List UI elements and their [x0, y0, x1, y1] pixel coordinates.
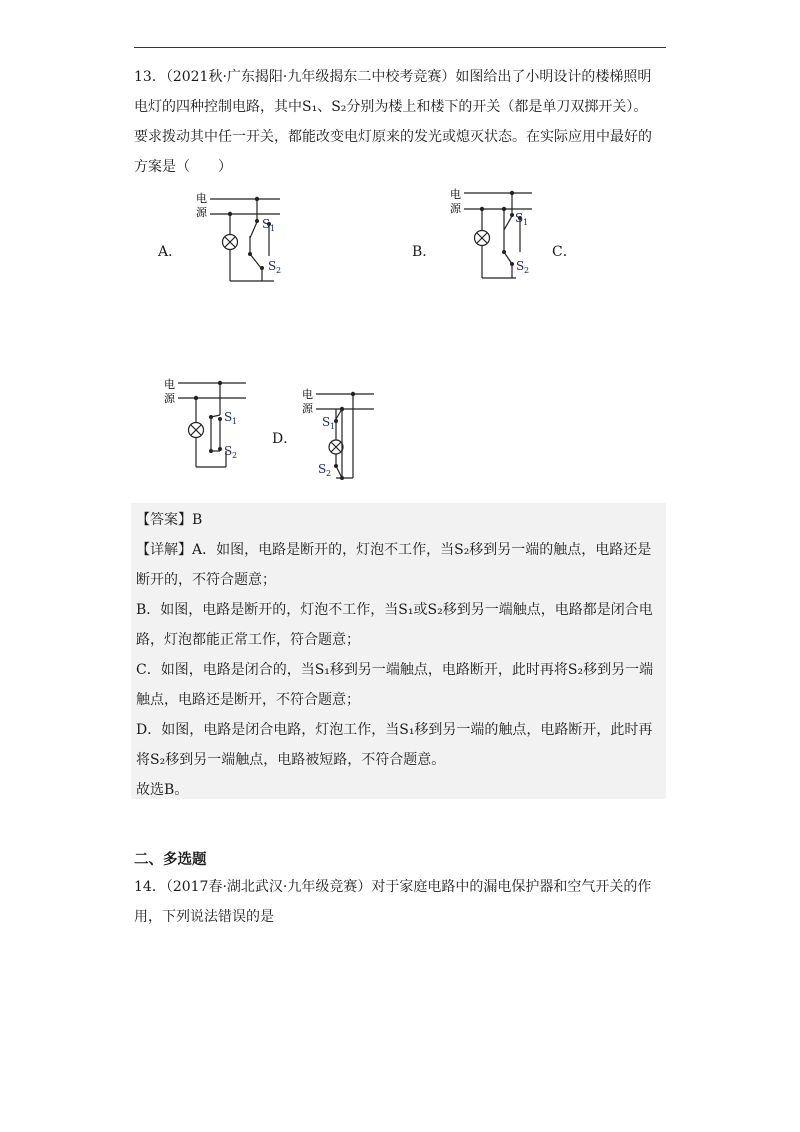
s1-label: S [262, 217, 271, 231]
option-a-label: A． [158, 244, 183, 260]
s2-subscript: 2 [326, 469, 332, 478]
option-b-label: B． [412, 244, 437, 260]
s2-subscript: 2 [232, 451, 238, 460]
q13-line-1 [134, 62, 674, 92]
power-label-bottom: 源 [164, 392, 175, 405]
s2-subscript: 2 [276, 266, 282, 275]
q13-line-4: 方案是（ ） [134, 159, 232, 175]
explanation-line-5: C．如图，电路是闭合的，当S₁移到另一端触点，电路断开，此时再将S₂移到另一端 [136, 662, 654, 678]
q13-number: 13． [134, 69, 166, 85]
power-label-top: 电 [196, 192, 207, 205]
power-label-top: 电 [302, 388, 313, 401]
answer-explanation-box [131, 503, 666, 799]
option-d-label: D． [272, 431, 298, 447]
explanation-line-7: D．如图，电路是闭合电路，灯泡工作，当S₁移到另一端的触点，电路断开，此时再 [136, 722, 653, 738]
s1-subscript: 1 [523, 218, 529, 227]
power-label-bottom: 源 [196, 206, 207, 219]
s2-label: S [318, 462, 327, 476]
explanation-conclusion: 故选B。 [136, 782, 189, 798]
option-c-label: C． [552, 244, 577, 260]
s1-subscript: 1 [330, 422, 336, 431]
power-label-top: 电 [164, 378, 175, 391]
power-label-bottom: 源 [302, 402, 313, 415]
power-label-top: 电 [450, 188, 461, 201]
s2-subscript: 2 [524, 266, 530, 275]
explanation-line-3: B．如图，电路是断开的，灯泡不工作，当S₁或S₂移到另一端触点，电路都是闭合电 [136, 602, 653, 618]
power-label-bottom: 源 [450, 202, 461, 215]
q14-line-1: 14．（2017春·湖北武汉·九年级竞赛）对于家庭电路中的漏电保护器和空气开关的作 [134, 879, 652, 895]
s1-label: S [515, 211, 524, 225]
explanation-line-1: 【详解】A．如图，电路是断开的，灯泡不工作，当S₂移到另一端的触点，电路还是 [136, 542, 652, 558]
question-13 [134, 62, 674, 182]
circuit-b-diagram [446, 186, 546, 286]
s1-subscript: 1 [270, 224, 276, 233]
explanation-line-2: 断开的，不符合题意； [136, 572, 276, 588]
explanation-line-6: 触点，电路还是断开，不符合题意； [136, 692, 360, 708]
question-14 [134, 872, 651, 932]
q13-text-1: （2021秋·广东揭阳·九年级揭东二中校考竞赛）如图给出了小明设计的楼梯照明 [165, 69, 652, 85]
s1-label: S [224, 410, 233, 424]
s2-label: S [516, 259, 525, 273]
q14-line-2: 用，下列说法错误的是 [134, 909, 274, 925]
answer-line: 【答案】B [136, 512, 203, 528]
circuit-d-diagram [298, 384, 384, 484]
s1-label: S [322, 415, 331, 429]
circuit-a-diagram [192, 190, 292, 290]
header-rule [134, 47, 666, 48]
q13-line-3: 要求拨动其中任一开关，都能改变电灯原来的发光或熄灭状态。在实际应用中最好的 [134, 129, 652, 145]
section-title-multiple-choice: 二、多选题 [134, 851, 207, 868]
q13-line-2: 电灯的四种控制电路，其中S₁、S₂分别为楼上和楼下的开关（都是单刀双掷开关）。 [134, 99, 648, 115]
circuit-c-diagram [160, 375, 260, 475]
explanation-line-8: 将S₂移到另一端触点，电路被短路，不符合题意。 [136, 752, 446, 768]
explanation-line-4: 路，灯泡都能正常工作，符合题意； [136, 632, 360, 648]
s2-label: S [268, 259, 277, 273]
s1-subscript: 1 [232, 417, 238, 426]
s2-label: S [224, 444, 233, 458]
